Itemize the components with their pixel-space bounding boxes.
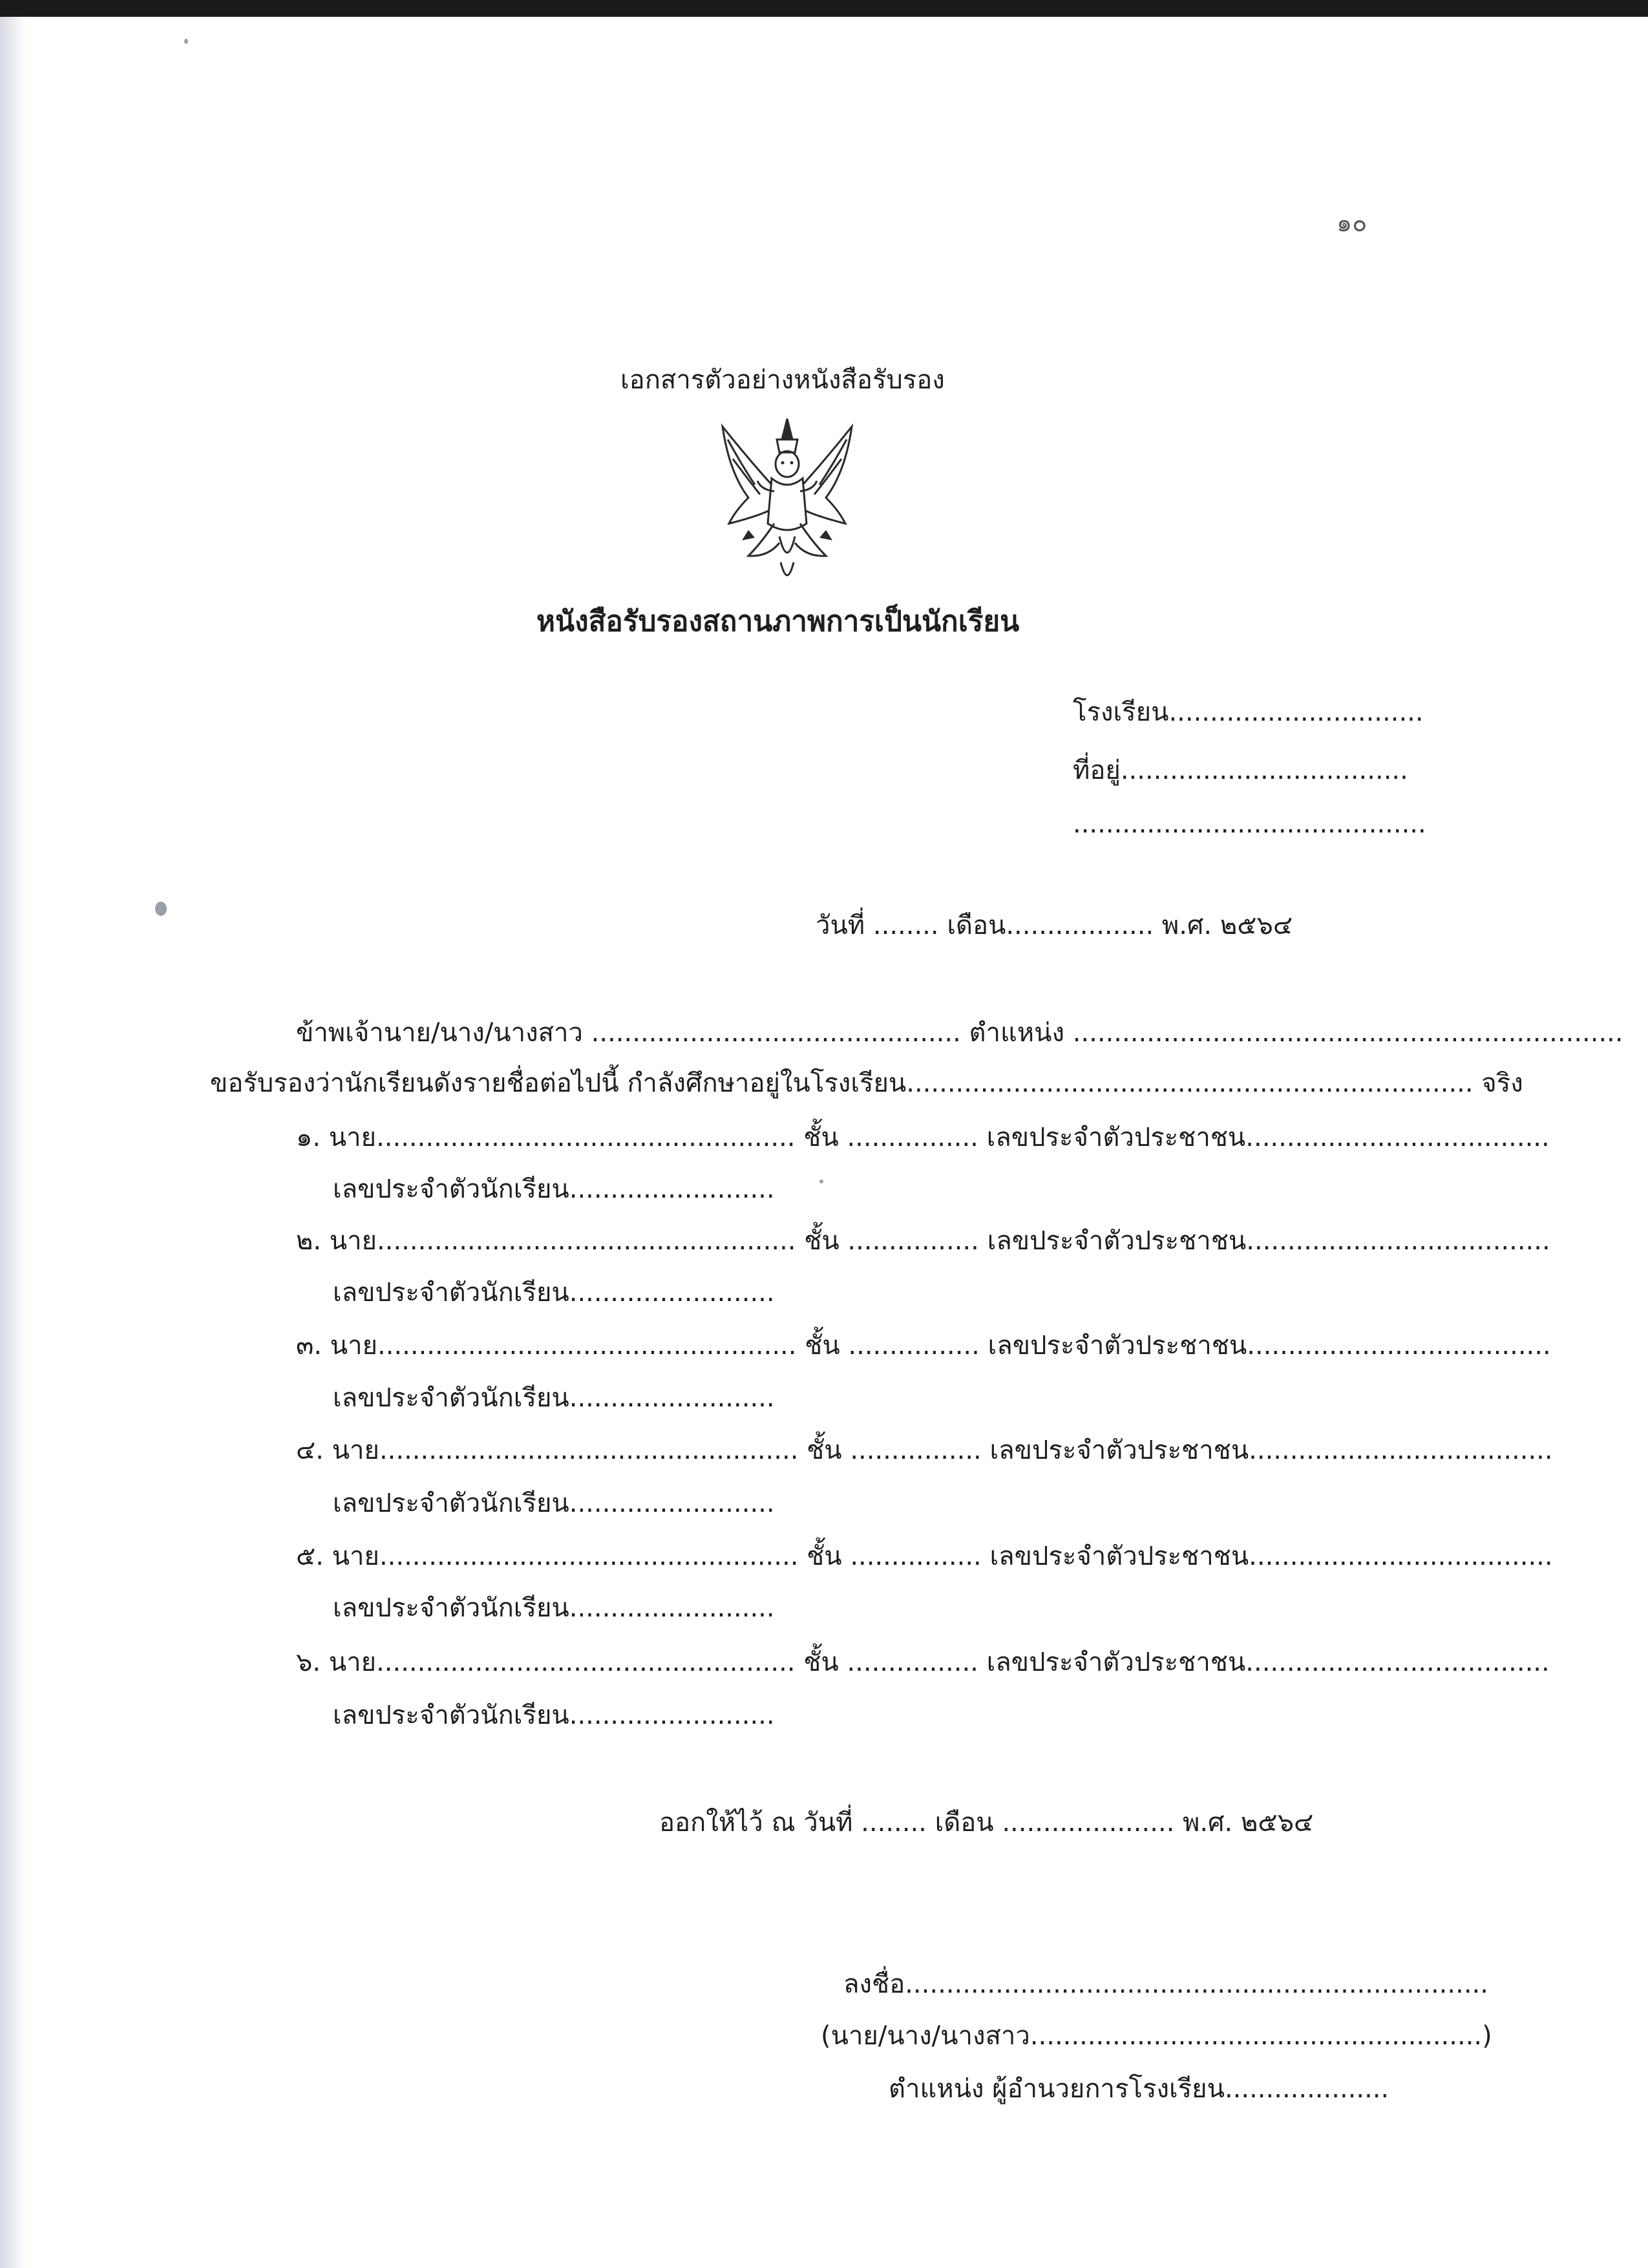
- certify-statement: ขอรับรองว่านักเรียนดังรายชื่อต่อไปนี้ กำลังศึกษาอยู่ในโรงเรียน..................................................................... จริง: [210, 1068, 1523, 1098]
- scan-left-shadow: [0, 17, 26, 2268]
- doc-label: เอกสารตัวอย่างหนังสือรับรอง: [620, 365, 945, 395]
- student-id-row-3: เลขประจำตัวนักเรียน.........................: [333, 1383, 775, 1413]
- certificate-title: หนังสือรับรองสถานภาพการเป็นนักเรียน: [536, 605, 1020, 638]
- student-id-row-4: เลขประจำตัวนักเรียน.........................: [333, 1489, 775, 1518]
- student-id-row-1: เลขประจำตัวนักเรียน.........................: [333, 1174, 775, 1204]
- student-id-row-2: เลขประจำตัวนักเรียน.........................: [333, 1278, 775, 1308]
- student-row-6: ๖. นาย................................................... ชั้น ................ เลขประจำตัวประชาชน.....................................: [296, 1648, 1550, 1677]
- student-row-4: ๔. นาย................................................... ชั้น ................ เลขประจำตัวประชาชน.....................................: [296, 1436, 1553, 1465]
- garuda-emblem-icon: [710, 414, 865, 595]
- signer-position-line: ตำแหน่ง ผู้อำนวยการโรงเรียน....................: [889, 2074, 1389, 2104]
- student-row-1: ๑. นาย................................................... ชั้น ................ เลขประจำตัวประชาชน.....................................: [296, 1123, 1550, 1152]
- address-field: ที่อยู่...................................: [1073, 756, 1408, 785]
- scan-speck: [819, 1180, 823, 1183]
- student-row-5: ๕. นาย................................................... ชั้น ................ เลขประจำตัวประชาชน.....................................: [296, 1542, 1553, 1571]
- signer-name-line: (นาย/นาง/นางสาว.......................................................): [821, 2021, 1492, 2051]
- signature-line: ลงชื่อ.......................................................................: [843, 1969, 1488, 1999]
- scan-speck: [155, 902, 167, 916]
- address-line2-field: ...........................................: [1073, 809, 1426, 839]
- student-row-2: ๒. นาย................................................... ชั้น ................ เลขประจำตัวประชาชน.....................................: [296, 1226, 1550, 1256]
- student-id-row-5: เลขประจำตัวนักเรียน.........................: [333, 1593, 775, 1623]
- issued-line: ออกให้ไว้ ณ วันที่ ........ เดือน ..................... พ.ศ. ๒๕๖๔: [659, 1808, 1314, 1838]
- date-line: วันที่ ........ เดือน.................. พ.ศ. ๒๕๖๔: [816, 911, 1293, 940]
- student-row-3: ๓. นาย................................................... ชั้น ................ เลขประจำตัวประชาชน.....................................: [296, 1331, 1551, 1361]
- student-id-row-6: เลขประจำตัวนักเรียน.........................: [333, 1701, 775, 1730]
- page-number: ๑๐: [1336, 209, 1368, 237]
- scan-speck: [184, 39, 188, 44]
- school-field: โรงเรียน...............................: [1073, 697, 1424, 727]
- scan-top-edge: [0, 0, 1648, 17]
- certifier-line: ข้าพเจ้านาย/นาง/นางสาว ............................................. ตำแหน่ง ...................................................................: [296, 1018, 1623, 1048]
